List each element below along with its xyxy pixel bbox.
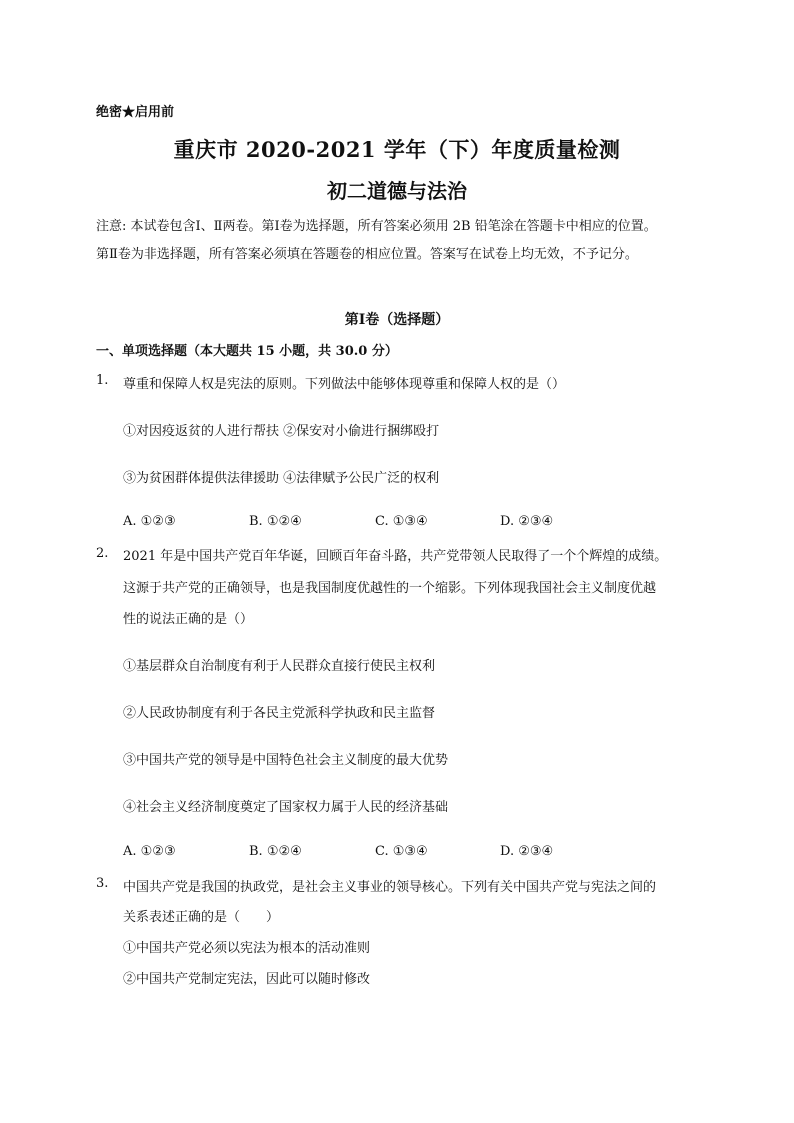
option-c[interactable]: C. ①③④ [375, 844, 428, 859]
question-stem-line: 关系表述正确的是（ ） [123, 910, 280, 925]
question-statement: ②人民政协制度有利于各民主党派科学执政和民主监督 [123, 706, 436, 721]
option-a[interactable]: A. ①②③ [123, 514, 176, 529]
question-statement: ①对因疫返贫的人进行帮扶 ②保安对小偷进行捆绑殴打 [123, 424, 440, 439]
question-statement: ③为贫困群体提供法律援助 ④法律赋予公民广泛的权利 [123, 471, 440, 486]
question-statement: ①中国共产党必须以宪法为根本的活动准则 [123, 941, 371, 956]
question-stem-line: 中国共产党是我国的执政党，是社会主义事业的领导核心。下列有关中国共产党与宪法之间的 [123, 880, 657, 895]
option-b[interactable]: B. ①②④ [249, 514, 302, 529]
part-title: 第Ⅰ卷（选择题） [344, 312, 450, 328]
secret-mark: 绝密★启用前 [96, 105, 175, 120]
question-number: 1. [96, 373, 109, 388]
question-statement: ④社会主义经济制度奠定了国家权力属于人民的经济基础 [123, 800, 449, 815]
question-stem-line: 这源于共产党的正确领导，也是我国制度优越性的一个缩影。下列体现我国社会主义制度优越 [123, 581, 657, 596]
question-number: 2. [96, 546, 109, 561]
question-statement: ①基层群众自治制度有利于人民群众直接行使民主权利 [123, 659, 436, 674]
notice-line: 注意: 本试卷包含Ⅰ、Ⅱ两卷。第Ⅰ卷为选择题，所有答案必须用 2B 铅笔涂在答题卡中相应的位置。 [96, 219, 657, 234]
question-statement: ②中国共产党制定宪法，因此可以随时修改 [123, 972, 371, 987]
section-title: 一、单项选择题（本大题共 15 小题，共 30.0 分） [96, 344, 398, 359]
exam-subtitle: 初二道德与法治 [327, 179, 467, 203]
notice-line: 第Ⅱ卷为非选择题，所有答案必须填在答题卷的相应位置。答案写在试卷上均无效，不予记分。 [96, 247, 638, 262]
question-stem-line: 2021 年是中国共产党百年华诞，回顾百年奋斗路，共产党带领人民取得了一个个辉煌的成绩。 [123, 549, 668, 564]
question-stem-line: 尊重和保障人权是宪法的原则。下列做法中能够体现尊重和保障人权的是（） [123, 377, 566, 392]
exam-title: 重庆市 2020-2021 学年（下）年度质量检测 [173, 137, 621, 162]
option-d[interactable]: D. ②③④ [500, 514, 554, 529]
question-stem-line: 性的说法正确的是（） [123, 612, 254, 627]
option-d[interactable]: D. ②③④ [500, 844, 554, 859]
question-statement: ③中国共产党的领导是中国特色社会主义制度的最大优势 [123, 753, 449, 768]
question-number: 3. [96, 876, 109, 891]
option-a[interactable]: A. ①②③ [123, 844, 176, 859]
option-b[interactable]: B. ①②④ [249, 844, 302, 859]
exam-notice [96, 213, 716, 269]
option-c[interactable]: C. ①③④ [375, 514, 428, 529]
